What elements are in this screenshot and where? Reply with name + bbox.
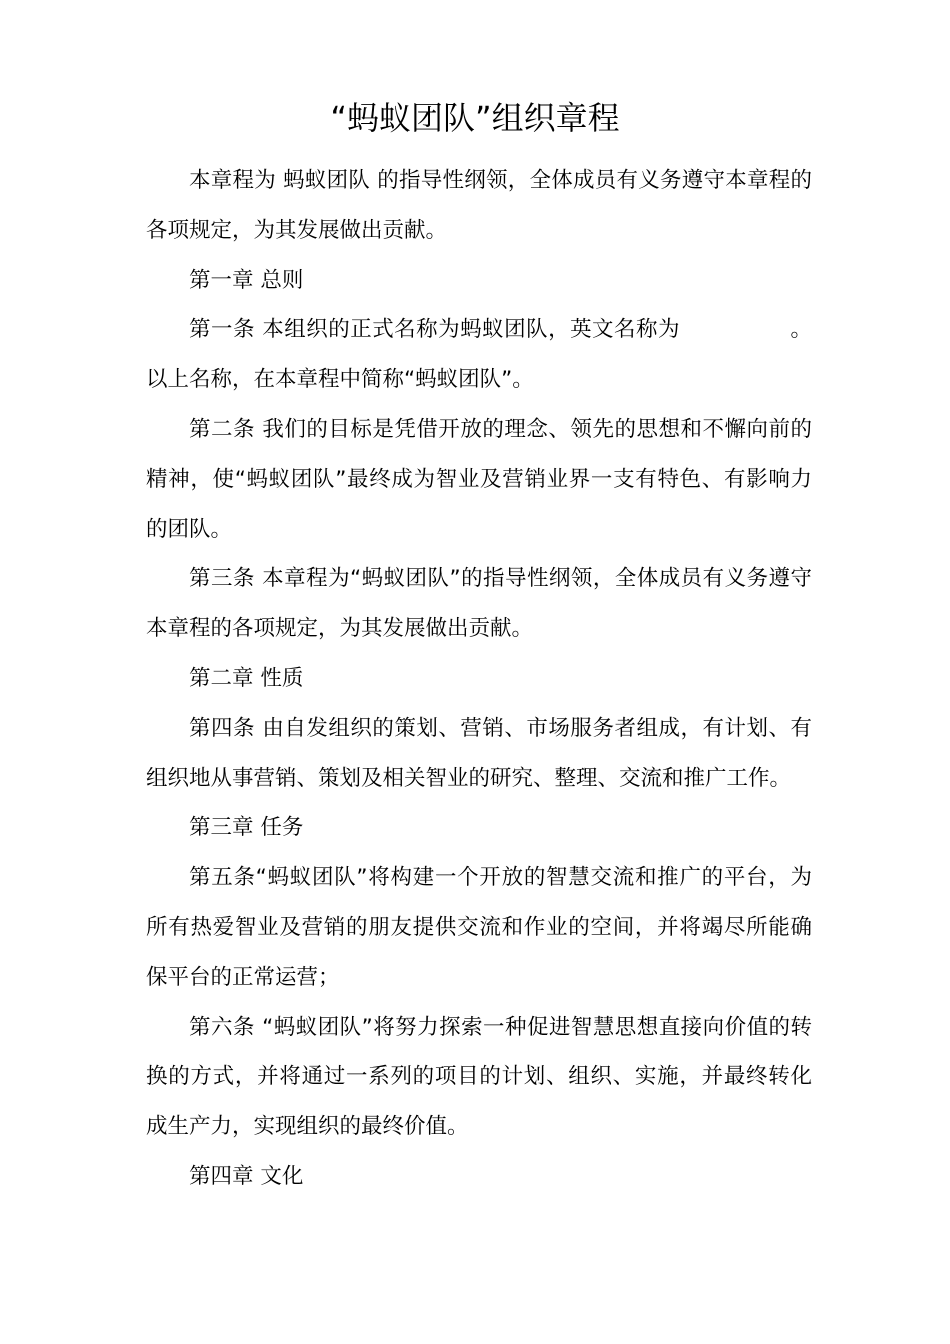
chapter-2-heading: 第二章 性质 [189,665,304,691]
chapter-1-heading: 第一章 总则 [189,267,304,293]
article-3-paragraph: 第三条 本章程为“蚂蚁团队”的指导性纲领，全体成员有义务遵守本章程的各项规定，为其发展做出贡献。 [146,566,812,642]
article-4-paragraph: 第四条 由自发组织的策划、营销、市场服务者组成，有计划、有组织地从事营销、策划及相关智业的研究、整理、交流和推广工作。 [146,715,812,791]
article-1-paragraph [146,305,812,405]
preamble-paragraph: 本章程为 蚂蚁团队 的指导性纲领，全体成员有义务遵守本章程的各项规定，为其发展做出贡献。 [146,168,812,243]
article-2-paragraph: 第二条 我们的目标是凭借开放的理念、领先的思想和不懈向前的精神，使“蚂蚁团队”最终成为智业及营销业界一支有特色、有影响力的团队。 [146,416,812,542]
article-1-text-continued: 。以上名称，在本章程中简称“蚂蚁团队”。 [146,317,812,393]
document-title: “蚂蚁团队”组织章程 [330,99,620,137]
chapter-3-heading: 第三章 任务 [189,815,304,841]
chapter-4-heading: 第四章 文化 [189,1163,304,1189]
article-1-text: 第一条 本组织的正式名称为蚂蚁团队，英文名称为 [189,317,680,343]
document-body [146,156,812,1202]
article-5-paragraph: 第五条“蚂蚁团队”将构建一个开放的智慧交流和推广的平台，为所有热爱智业及营销的朋友提供交流和作业的空间，并将竭尽所能确保平台的正常运营； [146,865,812,990]
article-6-paragraph: 第六条 “蚂蚁团队”将努力探索一种促进智慧思想直接向价值的转换的方式，并将通过一系列的项目的计划、组织、实施，并最终转化成生产力，实现组织的最终价值。 [146,1014,812,1140]
